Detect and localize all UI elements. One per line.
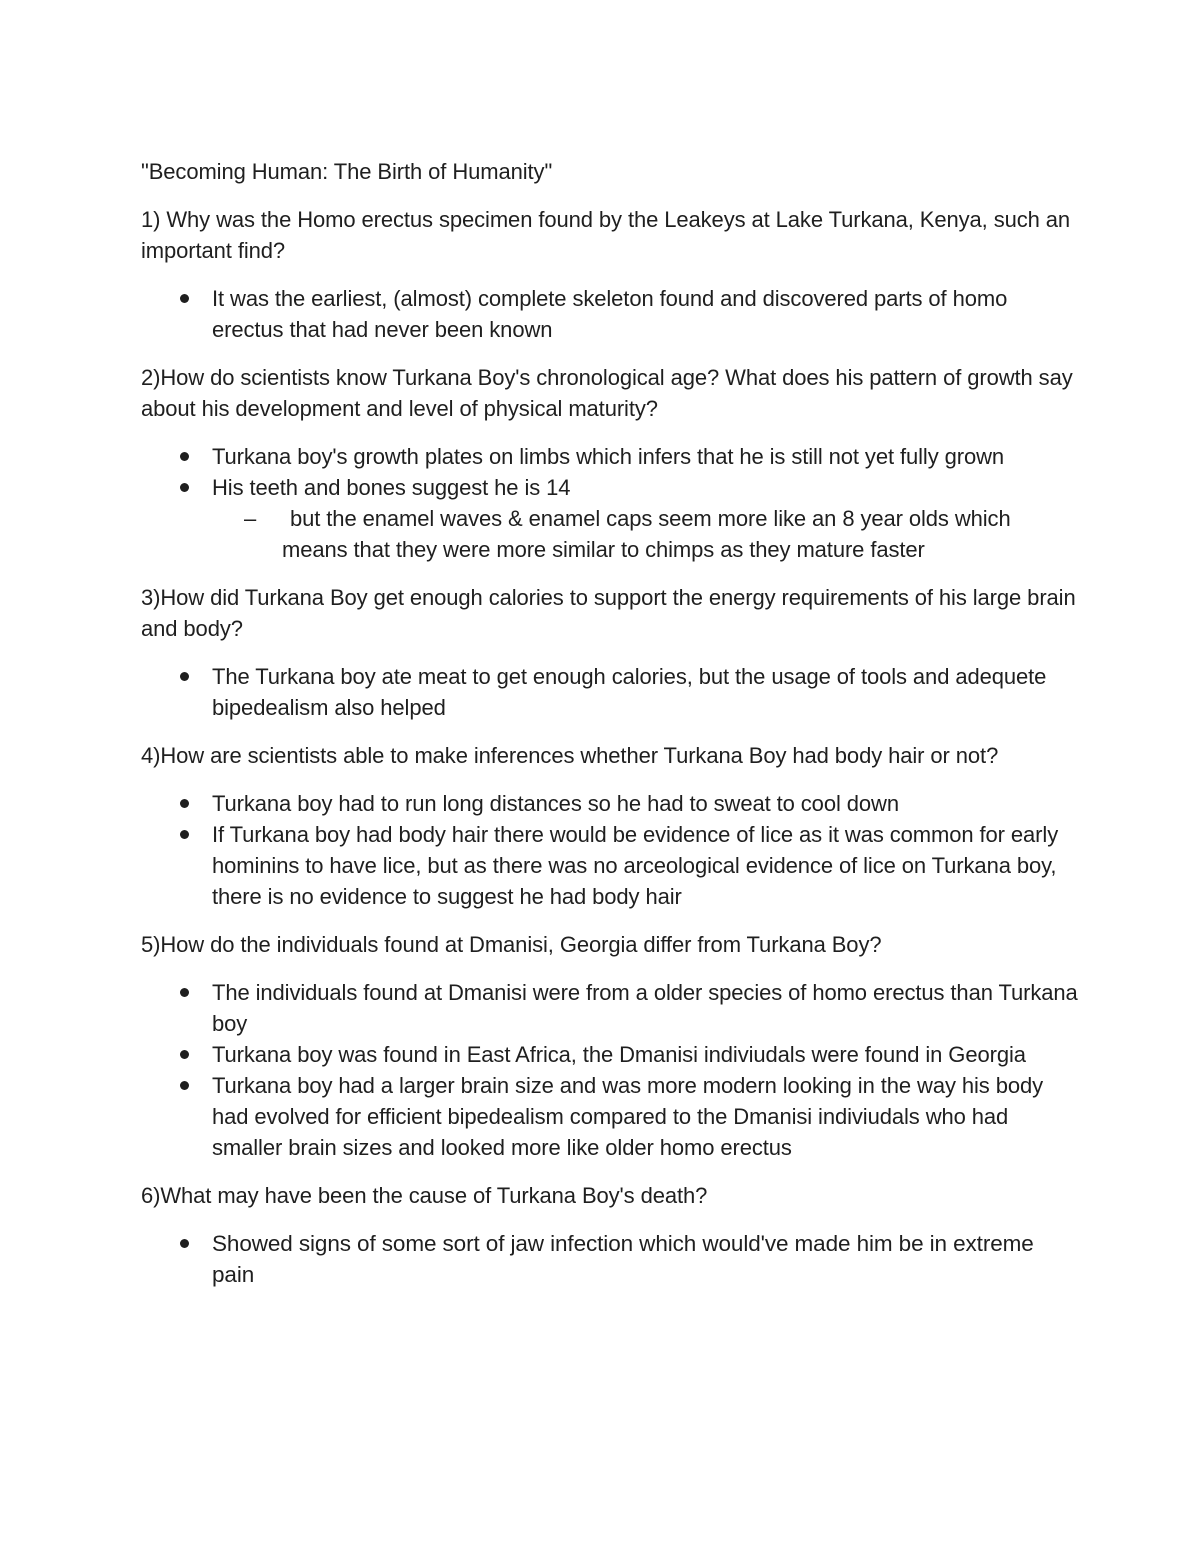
answer-text: If Turkana boy had body hair there would be evidence of lice as it was common for early hominins to have lice, but as there was no arceological evidence of lice on Turkana boy, there is no evidence to suggest he had body hair — [212, 822, 1059, 909]
answer-text: His teeth and bones suggest he is 14 — [212, 475, 571, 500]
answer-text: Turkana boy's growth plates on limbs which infers that he is still not yet fully grown — [212, 444, 1005, 469]
answer-item — [141, 1039, 1081, 1070]
bullet-icon — [180, 452, 189, 461]
question-3: 3)How did Turkana Boy get enough calories to support the energy requirements of his large brain and body? — [141, 585, 1076, 641]
answer-item — [141, 472, 1081, 565]
bullet-icon — [180, 1239, 189, 1248]
answer-text: Turkana boy had to run long distances so he had to sweat to cool down — [212, 791, 899, 816]
answer-text: It was the earliest, (almost) complete skeleton found and discovered parts of homo erectus that had never been known — [212, 286, 1008, 342]
answer-item — [141, 788, 1081, 819]
question-1: 1) Why was the Homo erectus specimen found by the Leakeys at Lake Turkana, Kenya, such an important find? — [141, 207, 1071, 263]
answer-item — [141, 977, 1081, 1039]
bullet-icon — [180, 830, 189, 839]
answer-list-1 — [141, 283, 1081, 345]
answer-item — [141, 1228, 1081, 1290]
bullet-icon — [180, 988, 189, 997]
answer-item — [141, 283, 1081, 345]
answer-list-6 — [141, 1228, 1081, 1290]
document-title: "Becoming Human: The Birth of Humanity" — [141, 159, 553, 184]
answer-item — [141, 1070, 1081, 1163]
answer-text: Showed signs of some sort of jaw infection which would've made him be in extreme pain — [212, 1231, 1034, 1287]
answer-list-2 — [141, 441, 1081, 565]
answer-item — [141, 661, 1081, 723]
answer-text: Turkana boy was found in East Africa, the Dmanisi indiviudals were found in Georgia — [212, 1042, 1026, 1067]
subanswer-list — [212, 503, 1081, 565]
bullet-icon — [180, 294, 189, 303]
bullet-icon — [180, 672, 189, 681]
bullet-icon — [180, 483, 189, 492]
subanswer-text: but the enamel waves & enamel caps seem more like an 8 year olds which means that they were more similar to chimps as they mature faster — [282, 506, 1011, 562]
answer-list-5 — [141, 977, 1081, 1163]
question-2: 2)How do scientists know Turkana Boy's chronological age? What does his pattern of growth say about his development and level of physical maturity? — [141, 365, 1073, 421]
dash-icon: – — [244, 506, 257, 531]
question-5: 5)How do the individuals found at Dmanisi, Georgia differ from Turkana Boy? — [141, 932, 882, 957]
question-6: 6)What may have been the cause of Turkana Boy's death? — [141, 1183, 708, 1208]
bullet-icon — [180, 1081, 189, 1090]
answer-text: Turkana boy had a larger brain size and was more modern looking in the way his body had evolved for efficient bipedealism compared to the Dmanisi indiviudals who had smaller brain sizes and looked more like older homo erectus — [212, 1073, 1044, 1160]
answer-text: The Turkana boy ate meat to get enough calories, but the usage of tools and adequete bipedealism also helped — [212, 664, 1047, 720]
subanswer-item — [212, 503, 1081, 565]
bullet-icon — [180, 799, 189, 808]
answer-list-3 — [141, 661, 1081, 723]
question-4: 4)How are scientists able to make inferences whether Turkana Boy had body hair or not? — [141, 743, 999, 768]
document-body — [141, 156, 1081, 1307]
bullet-icon — [180, 1050, 189, 1059]
answer-text: The individuals found at Dmanisi were from a older species of homo erectus than Turkana boy — [212, 980, 1078, 1036]
answer-item — [141, 819, 1081, 912]
answer-list-4 — [141, 788, 1081, 912]
answer-item — [141, 441, 1081, 472]
